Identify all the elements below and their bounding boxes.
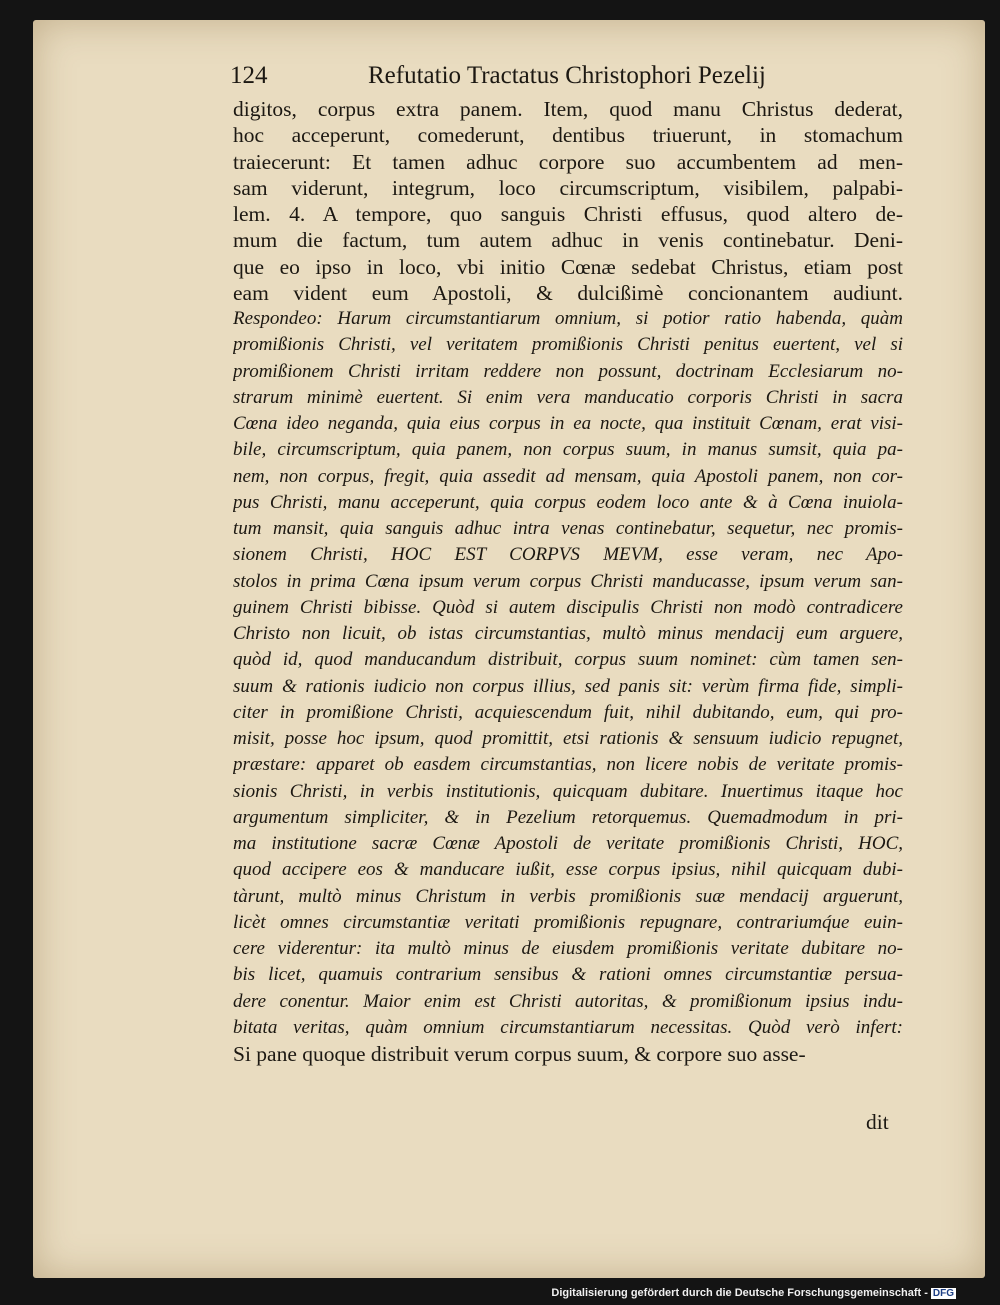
text-line: suum & rationis iudicio non corpus illius, sed panis sit: verùm firma fide, simpli- bbox=[233, 675, 903, 697]
text-line: citer in promißione Christi, acquiescendum fuit, nihil dubitando, eum, qui pro- bbox=[233, 701, 903, 723]
running-title: Refutatio Tractatus Christophori Pezelij bbox=[368, 62, 766, 89]
text-line: præstare: apparet ob easdem circumstantias, non licere nobis de veritate promis- bbox=[233, 754, 903, 776]
text-line: sionis Christi, in verbis institutionis, quicquam dubitare. Inuertimus itaque hoc bbox=[233, 780, 903, 802]
funding-credit: Digitalisierung gefördert durch die Deutsche Forschungsgemeinschaft - bbox=[551, 1287, 928, 1299]
text-line: bile, circumscriptum, quia panem, non corpus suum, in manus sumsit, quia pa- bbox=[233, 439, 903, 461]
text-line: Si pane quoque distribuit verum corpus suum, & corpore suo asse- bbox=[233, 1042, 806, 1066]
text-line: cere viderentur: ita multò minus de eiusdem promißionis veritate dubitare no- bbox=[233, 938, 903, 959]
text-line: strarum minimè euertent. Si enim vera manducatio corporis Christi in sacra bbox=[233, 386, 903, 408]
text-line: tàrunt, multò minus Christum in verbis promißionis suæ mendacij arguerunt, bbox=[233, 885, 903, 907]
text-line: bitata veritas, quàm omnium circumstantiarum necessitas. Quòd verò infert: bbox=[233, 1016, 903, 1038]
text-line: nem, non corpus, fregit, quia assedit ad mensam, quia Apostoli panem, non cor- bbox=[233, 465, 903, 487]
text-line: traiecerunt: Et tamen adhuc corpore suo accumbentem ad men- bbox=[233, 149, 903, 174]
text-line: promißionem Christi irritam reddere non possunt, doctrinam Ecclesiarum no- bbox=[233, 360, 903, 382]
catchword: dit bbox=[866, 1110, 889, 1134]
text-line: hoc acceperunt, comederunt, dentibus triuerunt, in stomachum bbox=[233, 123, 903, 148]
text-line: tum mansit, quia sanguis adhuc intra venas continebatur, sequetur, nec promis- bbox=[233, 518, 903, 539]
text-line: digitos, corpus extra panem. Item, quod manu Christus dederat, bbox=[233, 97, 903, 121]
text-line: mum die factum, tum autem adhuc in venis continebatur. Deni- bbox=[233, 228, 903, 253]
text-line: bis licet, quamuis contrarium sensibus & rationi omnes circumstantiæ persua- bbox=[233, 964, 903, 986]
text-line: licèt omnes circumstantiæ veritati promißionis repugnare, contrariumq́ue euin- bbox=[233, 911, 903, 933]
text-line: que eo ipso in loco, vbi initio Cœnæ sedebat Christus, etiam post bbox=[233, 254, 903, 279]
text-line: dere conentur. Maior enim est Christi autoritas, & promißionum ipsius indu- bbox=[233, 990, 903, 1012]
text-line: lem. 4. A tempore, quo sanguis Christi effusus, quod altero de- bbox=[233, 202, 903, 226]
text-line: promißionis Christi, vel veritatem promißionis Christi penitus euertent, vel si bbox=[233, 334, 903, 356]
text-line: Respondeo: Harum circumstantiarum omnium, si potior ratio habenda, quàm bbox=[233, 308, 903, 329]
body-text bbox=[233, 96, 903, 1067]
text-line: eam vident eum Apostoli, & dulcißimè concionantem audiunt. bbox=[233, 280, 903, 305]
text-line: Cœna ideo neganda, quia eius corpus in ea nocte, qua instituit Cœnam, erat visi- bbox=[233, 413, 903, 434]
text-line: ma institutione sacræ Cœnæ Apostoli de veritate promißionis Christi, HOC, bbox=[233, 833, 903, 854]
text-line: sionem Christi, HOC EST CORPVS MEVM, esse veram, nec Apo- bbox=[233, 544, 903, 566]
text-line: quòd id, quod manducandum distribuit, corpus suum nominet: cùm tamen sen- bbox=[233, 649, 903, 671]
page-header bbox=[230, 62, 830, 96]
text-line: quod accipere eos & manducare iußit, esse corpus ipsius, nihil quicquam dubi- bbox=[233, 859, 903, 881]
text-line: guinem Christi bibisse. Quòd si autem discipulis Christi non modò contradicere bbox=[233, 596, 903, 618]
digitization-footer bbox=[551, 1287, 956, 1299]
text-line: argumentum simpliciter, & in Pezelium retorquemus. Quemadmodum in pri- bbox=[233, 806, 903, 828]
page-number: 124 bbox=[230, 62, 268, 89]
text-line: pus Christi, manu acceperunt, quia corpus eodem loco ante & à Cœna inuiola- bbox=[233, 491, 903, 513]
text-line: sam viderunt, integrum, loco circumscriptum, visibilem, palpabi- bbox=[233, 175, 903, 200]
dfg-logo: DFG bbox=[932, 1288, 954, 1299]
text-line: Christo non licuit, ob istas circumstantias, multò minus mendacij eum arguere, bbox=[233, 623, 903, 644]
text-line: stolos in prima Cœna ipsum verum corpus Christi manducasse, ipsum verum san- bbox=[233, 570, 903, 592]
text-line: misit, posse hoc ipsum, quod promittit, etsi rationis & sensuum iudicio repugnet, bbox=[233, 728, 903, 749]
